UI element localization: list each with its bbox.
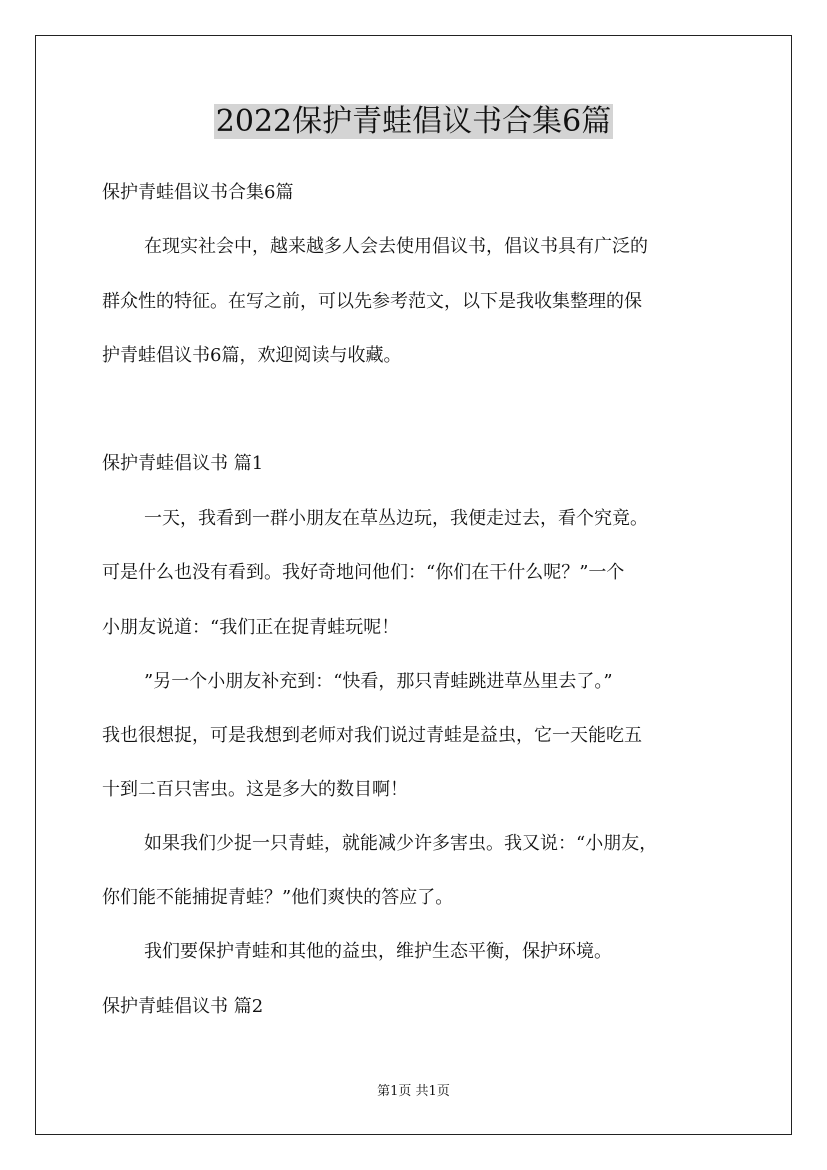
body-line-8: 你们能不能捕捉青蛙？”他们爽快的答应了。	[102, 887, 454, 908]
document-title: 2022保护青蛙倡议书合集6篇	[215, 104, 612, 139]
section-heading-1: 保护青蛙倡议书 篇1	[102, 453, 264, 474]
body-line-4: ”另一个小朋友补充到：“快看，那只青蛙跳进草丛里去了。”	[144, 671, 613, 692]
subtitle-line: 保护青蛙倡议书合集6篇	[102, 182, 294, 203]
body-line-2: 可是什么也没有看到。我好奇地问他们：“你们在干什么呢？”一个	[102, 562, 625, 583]
body-line-3: 小朋友说道：“我们正在捉青蛙玩呢！	[102, 617, 400, 638]
intro-line-3: 护青蛙倡议书6篇，欢迎阅读与收藏。	[102, 345, 402, 366]
section-heading-2: 保护青蛙倡议书 篇2	[102, 996, 264, 1017]
body-line-9: 我们要保护青蛙和其他的益虫，维护生态平衡，保护环境。	[144, 941, 612, 962]
body-line-7: 如果我们少捉一只青蛙，就能减少许多害虫。我又说：“小朋友，	[144, 833, 658, 854]
intro-line-1: 在现实社会中，越来越多人会去使用倡议书，倡议书具有广泛的	[144, 236, 648, 257]
body-line-1: 一天，我看到一群小朋友在草丛边玩，我便走过去，看个究竟。	[144, 508, 648, 529]
body-line-5: 我也很想捉，可是我想到老师对我们说过青蛙是益虫，它一天能吃五	[102, 725, 642, 746]
body-line-6: 十到二百只害虫。这是多大的数目啊！	[102, 779, 408, 800]
intro-line-2: 群众性的特征。在写之前，可以先参考范文，以下是我收集整理的保	[102, 291, 642, 312]
page-number-footer: 第1页 共1页	[377, 1084, 450, 1099]
